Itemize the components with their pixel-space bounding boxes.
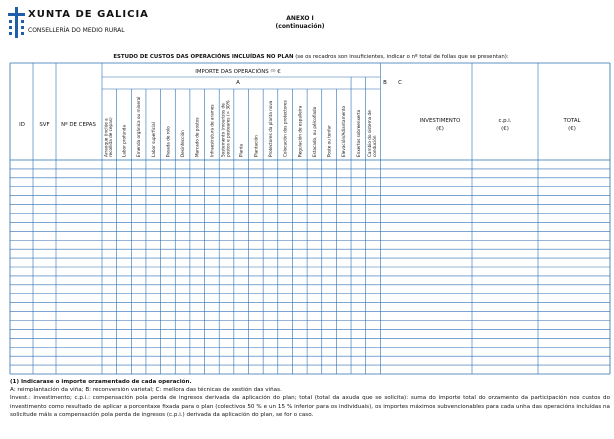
op-header-13: Colocación dos protectores bbox=[282, 100, 288, 157]
op-header-11: Plantación bbox=[253, 135, 259, 157]
footnotes bbox=[10, 378, 610, 419]
col-total-unit: (€) bbox=[568, 126, 576, 132]
footnote-2: A: reimplantación da viña; B: reconversión varietal; C: mellora das técnicas de xestión das viñas. bbox=[10, 387, 282, 394]
study-note: (se os recadros son insuficientes, indicar o nº total de follas que se presentan): bbox=[295, 54, 509, 60]
group-c-label: C bbox=[398, 80, 402, 86]
annex-subtitle: (continuación) bbox=[275, 23, 325, 30]
op-header-8: Infraestrutura de arames bbox=[209, 104, 215, 157]
op-header-1: Arranque (inclúe arecollida de cepas) bbox=[103, 117, 114, 157]
col-vines-header: Nº DE CEPAS bbox=[61, 122, 96, 128]
op-header-4: Labor superficial bbox=[150, 122, 156, 157]
col-total-header: TOTAL bbox=[563, 118, 581, 124]
op-header-16: Poste ou tenfar bbox=[326, 125, 332, 157]
department-name: CONSELLERÍA DO MEDIO RURAL bbox=[28, 27, 125, 34]
op-header-12: Protectores da planta nova bbox=[267, 100, 273, 157]
op-header-15: Estacado, ou pé/cofiado bbox=[311, 106, 317, 157]
footnote-1: (1) Indicarase o importe orzamentado de cada operación. bbox=[10, 379, 192, 385]
group-unit: € bbox=[277, 69, 281, 75]
group-b-label: B bbox=[383, 80, 387, 86]
op-header-6: Desinfección bbox=[180, 130, 186, 157]
col-cpi-unit: (€) bbox=[501, 126, 509, 132]
footnote-3: Invest.: investimento; c.p.i.: compensación pola perda de ingresos derivada da aplicación do plan; total (total da axuda que se solicita): suma do importe total do orzamento da participación nos custos do investimento como resultado de aplicar a porcentaxe fixada para o plan (colectivos 50 % e un 15 % inferior para os individuais), os importes máximos subvencionables para cada unha das operacións incluídas na solicitude máis a compensación pola perda de ingresos (c.p.i.) derivada da aplicación do plan, se for o caso. bbox=[10, 395, 610, 418]
group-title-text: IMPORTE DAS OPERACIÓNS bbox=[195, 69, 269, 75]
col-investment-header: INVESTIMENTO bbox=[419, 118, 461, 124]
col-investment-unit: (€) bbox=[436, 126, 444, 132]
op-header-7: Marcado de postos bbox=[194, 117, 200, 157]
col-cpi-header: c.p.i. bbox=[498, 118, 512, 124]
annex-title: ANEXO I bbox=[286, 15, 314, 22]
col-svf-header: SVF bbox=[39, 122, 50, 128]
org-name: XUNTA DE GALICIA bbox=[28, 9, 149, 20]
op-header-3: Emenda orgánica ou mineral bbox=[136, 96, 142, 157]
op-header-5: Pasada de rolo bbox=[165, 126, 171, 157]
op-header-2: Labor profunda bbox=[121, 124, 127, 157]
group-a-label: A bbox=[236, 80, 240, 86]
op-header-10: Planta bbox=[238, 143, 244, 157]
op-header-18: Enxertos sobreenxerto bbox=[355, 109, 361, 157]
op-header-17: Elevación/Adiantamento bbox=[341, 105, 347, 157]
group-note-ref: (1) bbox=[270, 68, 276, 73]
group-title bbox=[195, 67, 281, 75]
op-header-14: Regulación de espalleira bbox=[297, 105, 303, 157]
col-id-header: ID bbox=[19, 122, 25, 128]
op-header-19: Cambio do sistema decondución bbox=[367, 110, 377, 157]
op-header-9: Sostemento (mourizos depostos e posteares (> 30% bbox=[220, 100, 231, 157]
study-title: ESTUDO DE CUSTOS DAS OPERACIÓNS INCLUÍDAS NO PLAN bbox=[113, 54, 294, 60]
